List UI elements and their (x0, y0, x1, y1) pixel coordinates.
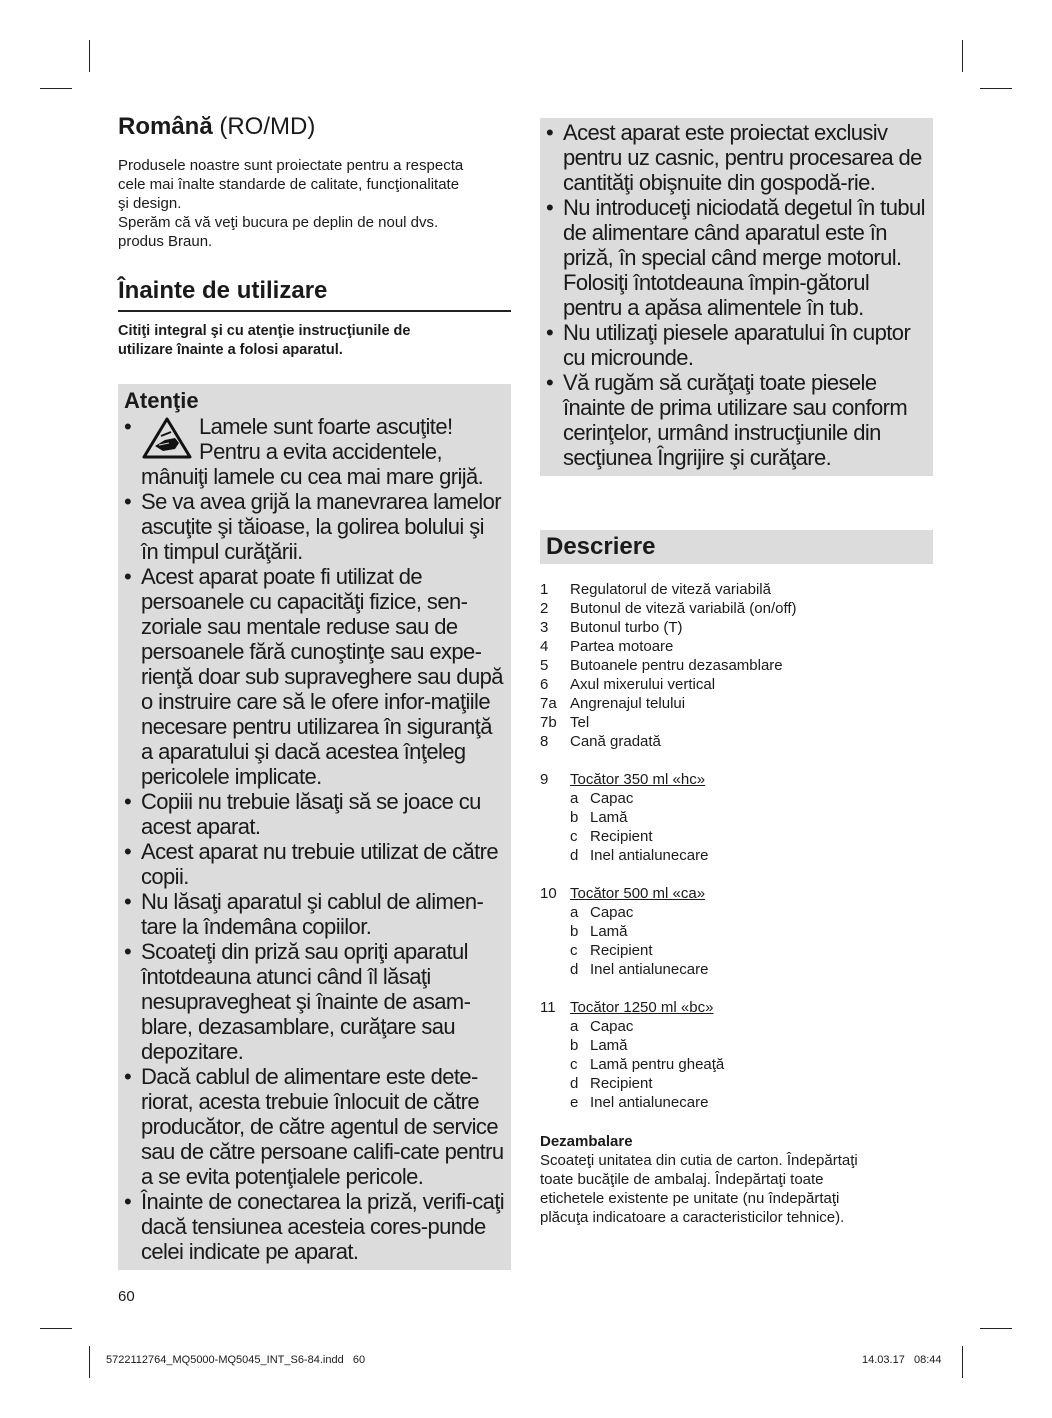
list-item: • Scoateţi din priză sau opriţi aparatul întotdeauna atunci când îl lăsaţi nesupravegheat şi înainte de asam-blare, dezasamblare, curăţare sau depozitare. (124, 939, 505, 1064)
list-item: 11 Tocător 1250 ml «bc» (540, 999, 714, 1016)
footer-file-info: 5722112764_MQ5000-MQ5045_INT_S6-84.indd 60 (106, 1354, 366, 1366)
hand-cut-warning-icon (141, 416, 193, 460)
list-item: d Inel antialunecare (570, 961, 709, 978)
list-item: • Lamele sunt foarte ascuţite! Pentru a evita accidentele, mânuiţi lamele cu cea mai mare grijă. (124, 414, 505, 489)
attention-list (124, 414, 505, 1264)
list-item: a Capac (570, 790, 634, 807)
list-item: • Nu introduceţi niciodată degetul în tubul de alimentare când aparatul este în priză, în special când merge motorul. Folosiţi întotdeauna împin-gătorul pentru a apăsa alimentele în tub. (546, 195, 927, 320)
list-item: • Înainte de conectarea la priză, verifi-caţi dacă tensiunea acesteia cores-punde celei indicate pe aparat. (124, 1189, 505, 1264)
crop-mark (980, 1328, 1012, 1329)
list-item: b Lamă (570, 923, 628, 940)
list-item: c Recipient (570, 942, 653, 959)
footer-date: 14.03.17 08:44 (862, 1354, 942, 1366)
left-column (118, 112, 511, 1270)
list-item: • Dacă cablul de alimentare este dete-riorat, acesta trebuie înlocuit de către producător, de către agentul de service sau de către persoane califi-cate pentru a se evita potenţialele pericole. (124, 1064, 505, 1189)
list-item: c Recipient (570, 828, 653, 845)
list-item: • Se va avea grijă la manevrarea lamelor ascuţite şi tăioase, la golirea bolului şi în timpul curăţării. (124, 489, 505, 564)
list-item: 2 Butonul de viteză variabilă (on/off) (540, 600, 797, 617)
attention-title: Atenţie (124, 388, 199, 414)
list-item: e Inel antialunecare (570, 1094, 709, 1111)
section-heading-before-use: Înainte de utilizare (118, 275, 511, 312)
unpacking-text: Scoateţi unitatea din cutia de carton. Îndepărtaţi toate bucăţile de ambalaj. Îndepărtaţi toate etichetele existente pe unitate (nu îndepărtaţi plăcuţa indicatoare a caracteristicilor tehnice). (540, 1152, 858, 1226)
parts-list (540, 580, 933, 1112)
list-item: • Vă rugăm să curăţaţi toate piesele înainte de prima utilizare sau conform cerinţelor, urmând instrucţiunile din secţiunea Îngrijire şi curăţare. (546, 370, 927, 470)
crop-mark (980, 88, 1012, 89)
list-item: 8 Cană gradată (540, 733, 661, 750)
list-item: c Lamă pentru gheaţă (570, 1056, 725, 1073)
list-item: a Capac (570, 1018, 634, 1035)
crop-mark (40, 88, 72, 89)
crop-mark (89, 40, 90, 72)
list-item: • Acest aparat este proiectat exclusiv pentru uz casnic, pentru procesarea de cantităţi obişnuite din gospodă-rie. (546, 120, 927, 195)
page-number: 60 (118, 1288, 135, 1305)
list-item: a Capac (570, 904, 634, 921)
crop-mark (962, 40, 963, 72)
warnings-continued-box (540, 118, 933, 476)
crop-mark (962, 1346, 963, 1378)
page-title: Română (RO/MD) (118, 113, 316, 140)
list-item: • Acest aparat poate fi utilizat de persoanele cu capacităţi fizice, sen-zoriale sau mentale reduse sau de persoanele fără cunoştinţe sau expe-rienţă doar sub supraveghere sau după o instruire care să le ofere infor-maţiile necesare pentru utilizarea în siguranţă a aparatului şi dacă acestea înţeleg pericolele implicate. (124, 564, 505, 789)
crop-mark (40, 1328, 72, 1329)
list-item: d Recipient (570, 1075, 653, 1092)
list-item: d Inel antialunecare (570, 847, 709, 864)
list-item: 10 Tocător 500 ml «ca» (540, 885, 706, 902)
list-item: 1 Regulatorul de viteză variabilă (540, 581, 771, 598)
unpacking-heading: Dezambalare (540, 1133, 633, 1150)
list-item: 5 Butoanele pentru dezasamblare (540, 657, 783, 674)
list-item: • Acest aparat nu trebuie utilizat de către copii. (124, 839, 505, 889)
list-item: 9 Tocător 350 ml «hc» (540, 771, 706, 788)
warnings-list (546, 120, 927, 470)
list-item: b Lamă (570, 809, 628, 826)
list-item: • Nu utilizaţi piesele aparatului în cuptor cu microunde. (546, 320, 927, 370)
list-item: b Lamă (570, 1037, 628, 1054)
intro-text: Produsele noastre sunt proiectate pentru a respecta cele mai înalte standarde de calitate, funcţionalitate şi design. Sperăm că vă veţi bucura pe deplin de noul dvs. produs Braun. (118, 157, 464, 250)
list-item: • Copiii nu trebuie lăsaţi să se joace cu acest aparat. (124, 789, 505, 839)
right-column (540, 118, 933, 1227)
list-item: 6 Axul mixerului vertical (540, 676, 716, 693)
crop-mark (89, 1346, 90, 1378)
section-heading-description: Descriere (540, 530, 933, 564)
list-item: 3 Butonul turbo (T) (540, 619, 683, 636)
read-instructions-note: Citiţi integral şi cu atenţie instrucţiunile de utilizare înainte a folosi aparatul. (118, 323, 411, 359)
list-item: • Nu lăsaţi aparatul şi cablul de alimen-tare la îndemâna copiilor. (124, 889, 505, 939)
list-item: 7a Angrenajul telului (540, 695, 686, 712)
list-item: 4 Partea motoare (540, 638, 674, 655)
attention-box (118, 384, 511, 1270)
list-item: 7b Tel (540, 714, 590, 731)
